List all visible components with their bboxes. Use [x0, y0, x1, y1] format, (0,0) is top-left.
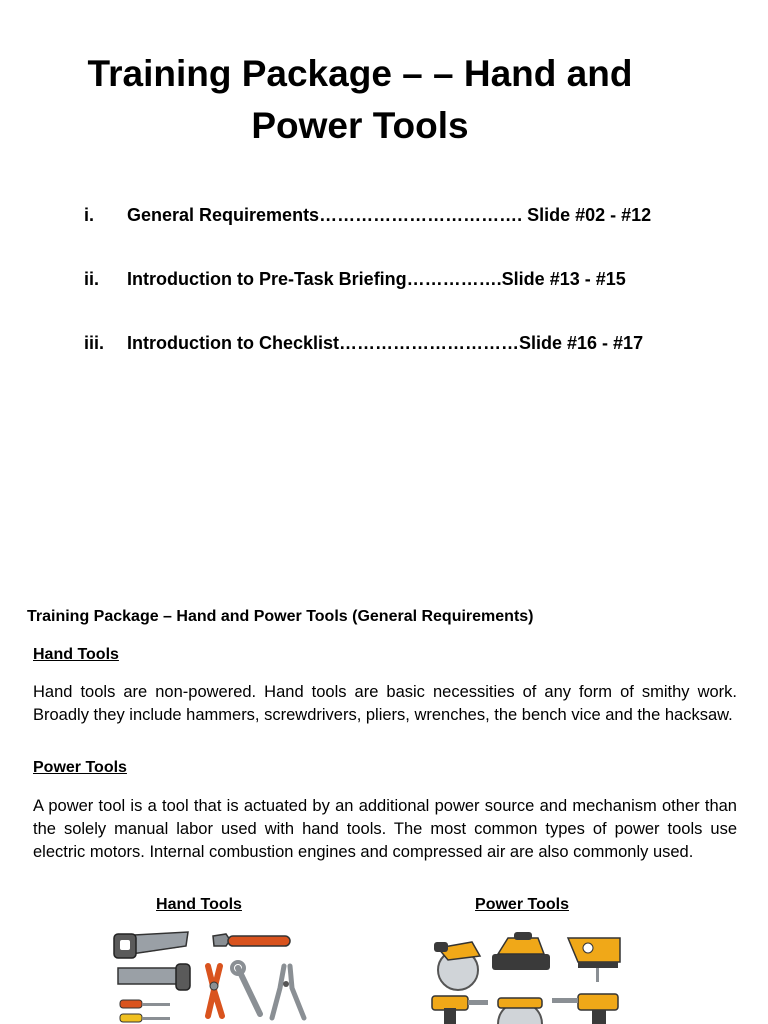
- drill-icon: [432, 996, 488, 1024]
- section-header: Training Package – Hand and Power Tools (General Requirements): [27, 608, 534, 625]
- document-title: [60, 48, 660, 152]
- title-line-2: Power Tools: [251, 105, 469, 146]
- power-tools-caption: Power Tools: [475, 896, 569, 913]
- toc-number: i.: [84, 205, 95, 225]
- toc-text: General Requirements……………………………. Slide #02 - #12: [127, 205, 652, 225]
- hand-tools-heading: Hand Tools: [33, 646, 119, 663]
- spanner-icon: [232, 962, 260, 1014]
- pliers-icon: [208, 966, 222, 1016]
- hand-tools-caption: Hand Tools: [156, 896, 242, 913]
- wrench-icon: [213, 934, 290, 946]
- hand-tools-paragraph: Hand tools are non-powered. Hand tools are basic necessities of any form of smithy work. Broadly they include hammers, screwdrivers, pliers, wrenches, the bench vice and the hacksaw.: [33, 683, 737, 724]
- toc-text: Introduction to Pre-Task Briefing…………….Slide #13 - #15: [127, 269, 626, 289]
- circular-saw-icon: [434, 942, 480, 990]
- power-tools-heading: Power Tools: [33, 759, 127, 776]
- nose-pliers-icon: [272, 966, 304, 1018]
- hand-saw-icon: [114, 932, 188, 958]
- grinder-icon: [498, 998, 542, 1024]
- title-line-1: Training Package – – Hand and: [87, 53, 633, 94]
- toc-number: iii.: [84, 333, 105, 353]
- power-tools-paragraph: A power tool is a tool that is actuated by an additional power source and mechanism other than the solely manual labor used with hand tools. The most common types of power tools use electric motors. Internal combustion engines and compressed air are also commonly used.: [33, 797, 737, 861]
- jigsaw-icon: [568, 938, 620, 982]
- toc-number: ii.: [84, 269, 100, 289]
- power-tools-image: [428, 928, 628, 1024]
- hammer-drill-icon: [552, 994, 618, 1024]
- screwdriver-icon: [120, 1000, 170, 1022]
- back-saw-icon: [118, 964, 190, 990]
- toc-text: Introduction to Checklist…………………………Slide #16 - #17: [127, 333, 644, 353]
- hand-tools-image: [108, 928, 313, 1024]
- sander-icon: [492, 932, 550, 970]
